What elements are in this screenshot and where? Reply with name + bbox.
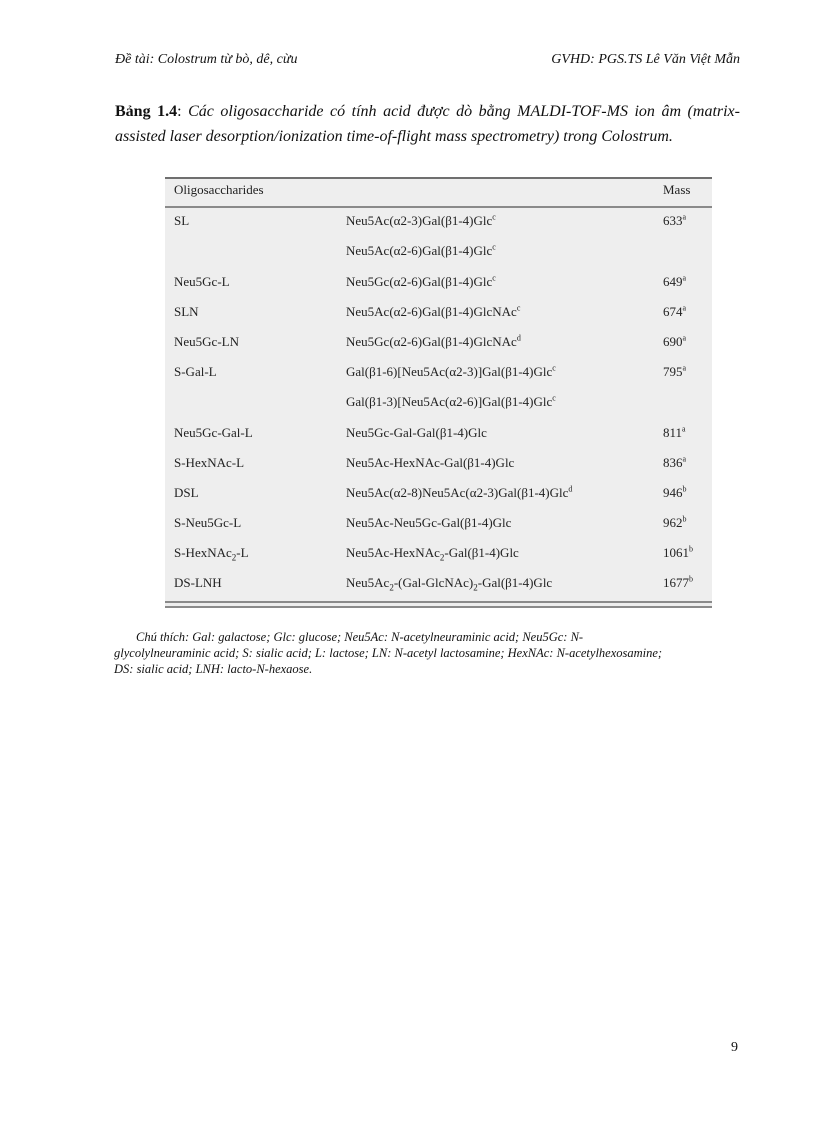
row-structure <box>346 455 514 471</box>
row-name <box>174 455 244 471</box>
row-name <box>174 334 239 350</box>
row-structure <box>346 485 572 501</box>
row-mass <box>663 575 693 591</box>
mass-value: 649 <box>663 274 683 289</box>
row-mass <box>663 455 686 471</box>
mass-superscript: a <box>682 363 687 373</box>
row-structure <box>346 334 521 350</box>
row-name <box>174 485 199 501</box>
row-name <box>174 304 199 320</box>
structure-subscript: 2 <box>389 582 394 593</box>
structure-subscript-2: 2 <box>473 582 478 593</box>
row-mass <box>663 364 686 380</box>
footnote-text: Chú thích: Gal: galactose; Glc: glucose; Neu5Ac: N-acetylneuraminic acid; Neu5Gc: N-glycolylneuraminic acid; S: sialic acid; L: lactose; LN: N-acetyl lactosamine; HexNAc: N-acetylhexosamine; DS: sialic acid; LNH: lacto-N-hexaose. <box>114 630 663 676</box>
row-structure <box>346 274 496 290</box>
mass-superscript: b <box>689 574 693 584</box>
structure-text: Neu5Gc-Gal-Gal(β1-4)Glc <box>346 425 487 440</box>
caption-label: Bảng 1.4 <box>115 103 178 120</box>
structure-text: Neu5Ac-HexNAc-Gal(β1-4)Glc <box>346 455 515 470</box>
mass-value: 1061 <box>663 545 689 560</box>
oligosaccharide-table <box>165 177 712 608</box>
structure-text: Neu5Ac(α2-3)Gal(β1-4)Glc <box>346 213 493 228</box>
structure-superscript: c <box>552 363 556 373</box>
structure-text-b: -Gal(β1-4)Glc <box>444 545 519 560</box>
structure-text-b: -(Gal-GlcNAc) <box>393 575 474 590</box>
row-mass <box>663 545 693 561</box>
row-name <box>174 364 217 380</box>
table-top-rule <box>165 177 712 179</box>
row-mass <box>663 425 686 441</box>
header-topic: Đề tài: Colostrum từ bò, dê, cừu <box>115 52 298 67</box>
structure-text: Neu5Gc(α2-6)Gal(β1-4)Glc <box>346 274 493 289</box>
row-mass <box>663 515 687 531</box>
name-text: S-HexNAc-L <box>174 455 245 470</box>
row-mass <box>663 485 687 501</box>
mass-superscript: b <box>682 484 687 494</box>
name-text: DS-LNH <box>174 575 222 590</box>
structure-text: Neu5Gc(α2-6)Gal(β1-4)GlcNAc <box>346 334 517 349</box>
table-footnote <box>114 629 674 677</box>
name-text: Neu5Gc-Gal-L <box>174 425 253 440</box>
structure-text: Neu5Ac(α2-6)Gal(β1-4)Glc <box>346 243 493 258</box>
name-text: Neu5Gc-L <box>174 274 230 289</box>
structure-superscript: c <box>492 212 496 222</box>
row-structure <box>346 515 511 531</box>
mass-superscript: a <box>682 333 687 343</box>
row-structure <box>346 394 556 410</box>
structure-text: Neu5Ac(α2-8)Neu5Ac(α2-3)Gal(β1-4)Glc <box>346 485 569 500</box>
mass-superscript: a <box>682 273 687 283</box>
mass-superscript: a <box>682 303 687 313</box>
mass-value: 836 <box>663 455 683 470</box>
table-bottom-rule-2 <box>165 606 712 608</box>
row-structure <box>346 304 520 320</box>
page-number: 9 <box>731 1040 738 1055</box>
header-mass: Mass <box>663 182 691 197</box>
row-mass <box>663 213 686 229</box>
mass-superscript: a <box>682 424 686 434</box>
header-advisor: GVHD: PGS.TS Lê Văn Việt Mẫn <box>551 52 740 67</box>
name-text: Neu5Gc-LN <box>174 334 239 349</box>
mass-value: 674 <box>663 304 683 319</box>
structure-superscript: c <box>552 393 556 403</box>
row-name <box>174 515 241 531</box>
row-name <box>174 425 253 441</box>
structure-text-c: -Gal(β1-4)Glc <box>477 575 553 590</box>
row-mass <box>663 274 686 290</box>
row-mass <box>663 334 686 350</box>
structure-subscript: 2 <box>439 552 445 563</box>
mass-value: 690 <box>663 334 683 349</box>
structure-text: Neu5Ac-Neu5Gc-Gal(β1-4)Glc <box>346 515 512 530</box>
row-structure <box>346 213 496 229</box>
header-oligosaccharides: Oligosaccharides <box>174 182 264 197</box>
mass-value: 1677 <box>663 575 689 590</box>
structure-text: Neu5Ac(α2-6)Gal(β1-4)GlcNAc <box>346 304 517 319</box>
structure-text: Gal(β1-6)[Neu5Ac(α2-3)]Gal(β1-4)Glc <box>346 364 553 379</box>
row-name <box>174 545 249 563</box>
structure-superscript: c <box>516 303 521 313</box>
mass-superscript: b <box>689 544 693 554</box>
row-structure <box>346 364 556 380</box>
row-mass <box>663 304 686 320</box>
table-header-rule <box>165 206 712 208</box>
table-caption: Bảng 1.4: Các oligosaccharide có tính acid được dò bằng MALDI-TOF-MS ion âm (matrix-assisted laser desorption/ionization time-of-flight mass spectrometry) trong Colostrum. <box>115 103 740 145</box>
structure-superscript: c <box>492 242 496 252</box>
row-structure <box>346 545 519 563</box>
structure-text: Neu5Ac-HexNAc <box>346 545 440 560</box>
name-subscript: 2 <box>231 552 237 563</box>
name-text: DSL <box>174 485 199 500</box>
mass-superscript: a <box>682 454 687 464</box>
name-text: S-Gal-L <box>174 364 217 379</box>
structure-superscript: d <box>568 484 573 494</box>
row-name <box>174 213 189 229</box>
name-text: SLN <box>174 304 199 319</box>
structure-text: Neu5Ac <box>346 575 390 590</box>
mass-superscript: a <box>682 212 687 222</box>
mass-value: 962 <box>663 515 683 530</box>
mass-superscript: b <box>682 514 687 524</box>
name-text: S-HexNAc <box>174 545 232 560</box>
structure-superscript: d <box>516 333 521 343</box>
mass-value: 946 <box>663 485 683 500</box>
name-text: SL <box>174 213 190 228</box>
caption-text: Các oligosaccharide có tính acid được dò bằng MALDI-TOF-MS ion âm (matrix-assisted laser desorption/ionization time-of-flight mass spectrometry) trong Colostrum. <box>115 103 740 145</box>
table-bottom-rule <box>165 601 712 603</box>
row-structure <box>346 425 487 441</box>
mass-value: 811 <box>663 425 683 440</box>
structure-superscript: c <box>492 273 496 283</box>
structure-text: Gal(β1-3)[Neu5Ac(α2-6)]Gal(β1-4)Glc <box>346 394 553 409</box>
row-structure <box>346 575 552 593</box>
mass-value: 795 <box>663 364 683 379</box>
row-name <box>174 274 230 290</box>
name-text: S-Neu5Gc-L <box>174 515 242 530</box>
name-tail: -L <box>236 545 249 560</box>
mass-value: 633 <box>663 213 683 228</box>
row-structure <box>346 243 496 259</box>
row-name <box>174 575 222 591</box>
